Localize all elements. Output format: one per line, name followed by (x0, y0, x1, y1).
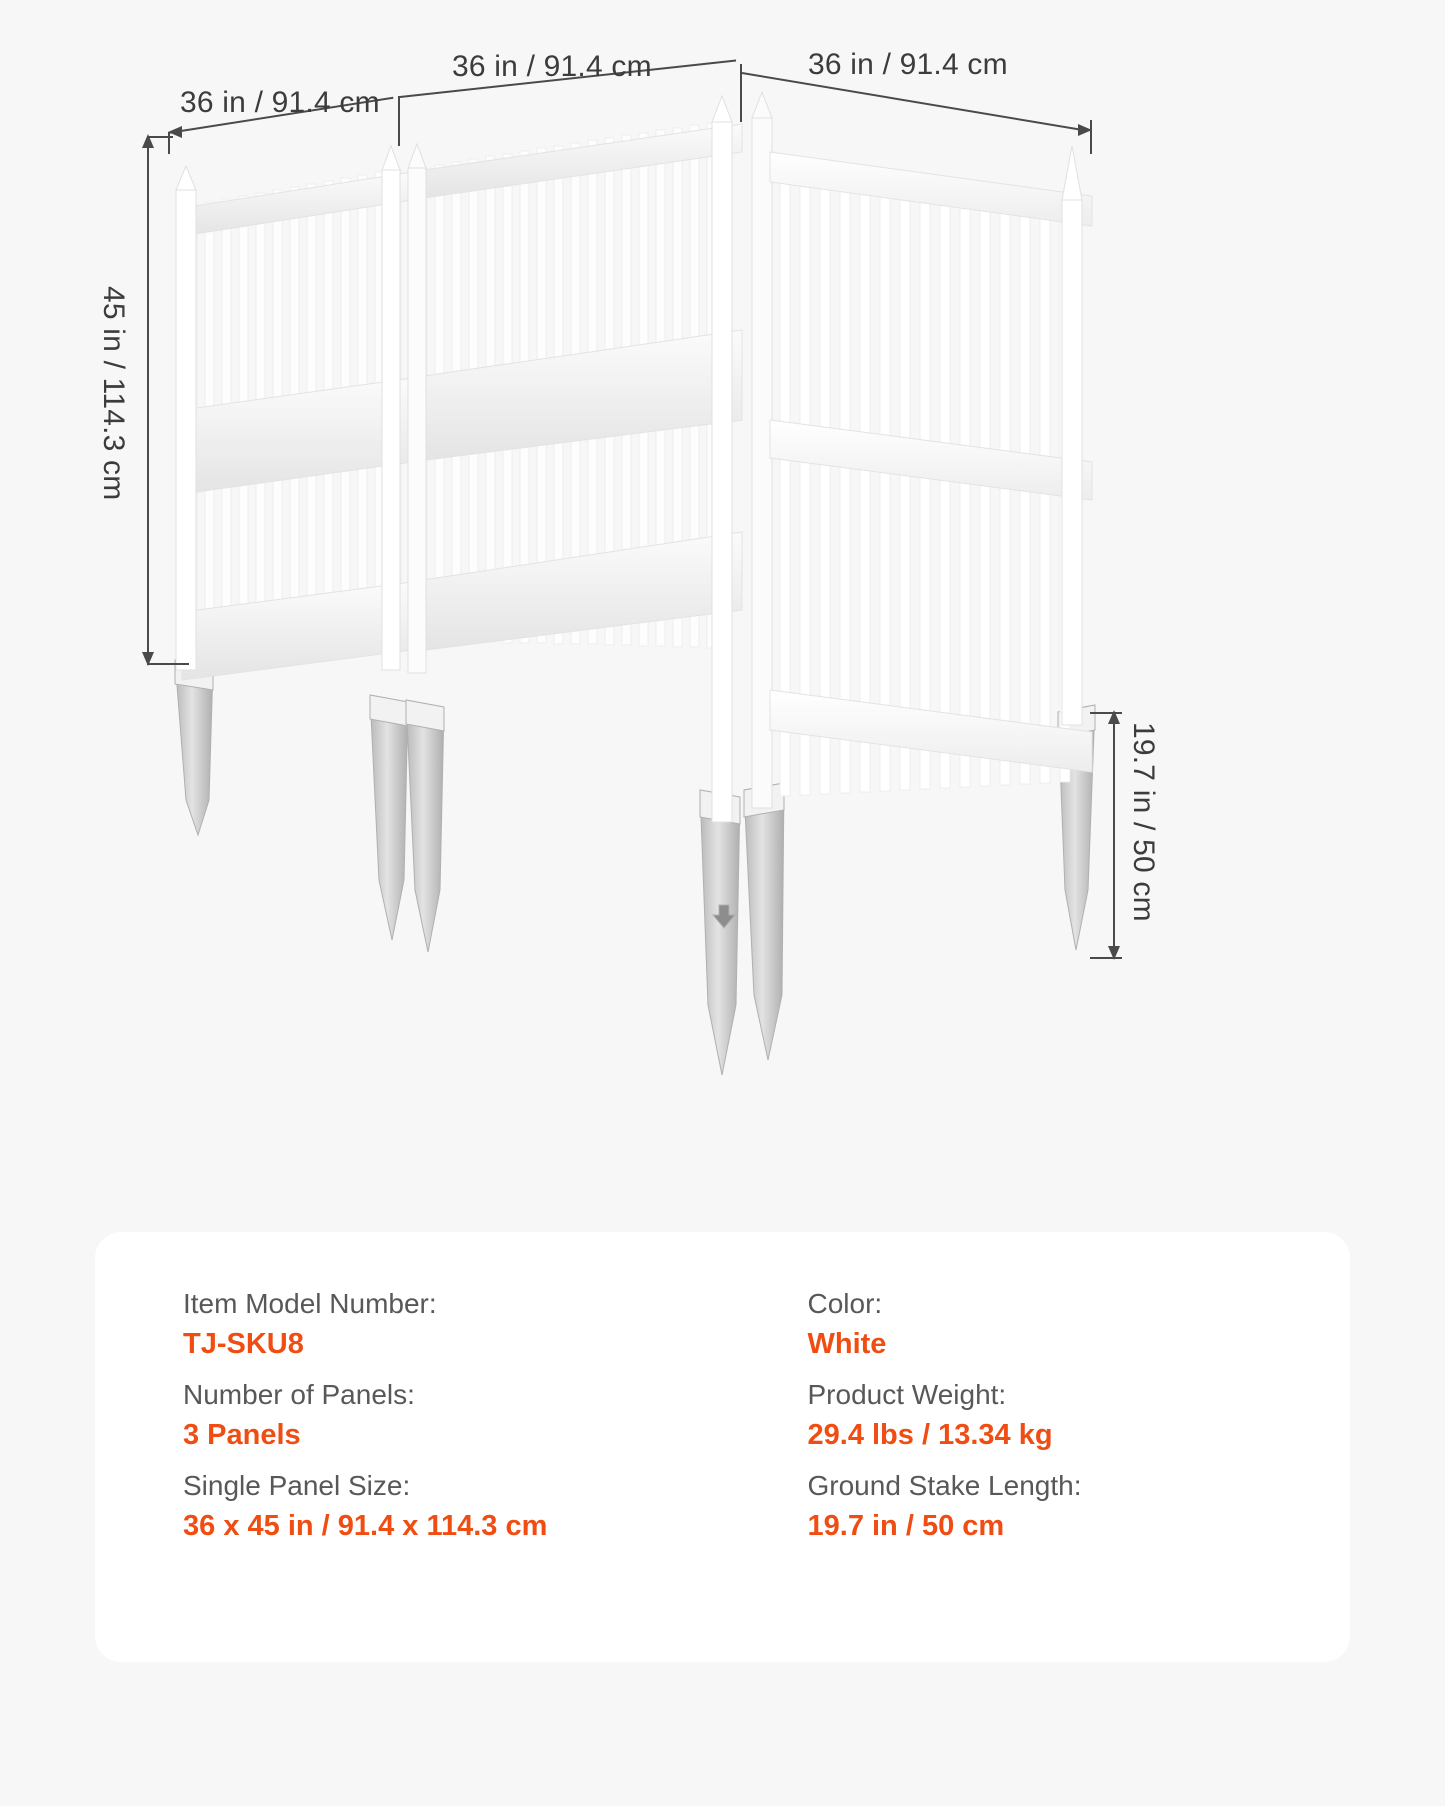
fence-geometry (175, 92, 1095, 1075)
dim-line-stake (1113, 712, 1115, 958)
spec-label-ground-stake-length: Ground Stake Length: (807, 1469, 1082, 1501)
dim-label-top-seg2: 36 in / 91.4 cm (452, 50, 652, 83)
dim-tick-top-2 (398, 96, 400, 146)
spec-label-model-number: Item Model Number: (183, 1288, 437, 1319)
dim-tick-height-top (147, 136, 173, 138)
dim-line-height (147, 136, 149, 664)
dim-tick-top-3 (740, 64, 742, 122)
spec-column-left (95, 1284, 726, 1662)
panel-right (770, 146, 1092, 796)
dim-label-top-seg1: 36 in / 91.4 cm (180, 86, 380, 119)
dim-label-height: 45 in / 114.3 cm (97, 286, 130, 501)
dim-tick-top-4 (1090, 120, 1092, 154)
spec-column-right (726, 1284, 1351, 1662)
spec-value-single-panel-size: 36 x 45 in / 91.4 x 114.3 cm (183, 1509, 548, 1542)
dim-label-stake-length: 19.7 in / 50 cm (1127, 722, 1160, 922)
spec-value-color: White (807, 1327, 887, 1360)
dim-label-top-seg3: 36 in / 91.4 cm (808, 48, 1008, 81)
spec-value-ground-stake-length: 19.7 in / 50 cm (807, 1509, 1005, 1542)
spec-value-number-of-panels: 3 Panels (183, 1418, 301, 1451)
specification-card (95, 1232, 1350, 1662)
spec-label-color: Color: (807, 1288, 883, 1319)
dim-tick-height-bottom (147, 663, 189, 665)
panel-left-a (176, 166, 412, 680)
spec-value-model-number: TJ-SKU8 (183, 1327, 304, 1360)
spec-label-single-panel-size: Single Panel Size: (183, 1469, 411, 1501)
spec-label-product-weight: Product Weight: (807, 1378, 1007, 1410)
spec-value-product-weight: 29.4 lbs / 13.34 kg (807, 1418, 1053, 1451)
dim-tick-stake-bottom (1090, 957, 1122, 959)
corner-posts (712, 92, 772, 822)
spec-label-number-of-panels: Number of Panels: (183, 1378, 415, 1410)
panel-left-b (382, 123, 742, 673)
dim-tick-stake-top (1090, 712, 1122, 714)
